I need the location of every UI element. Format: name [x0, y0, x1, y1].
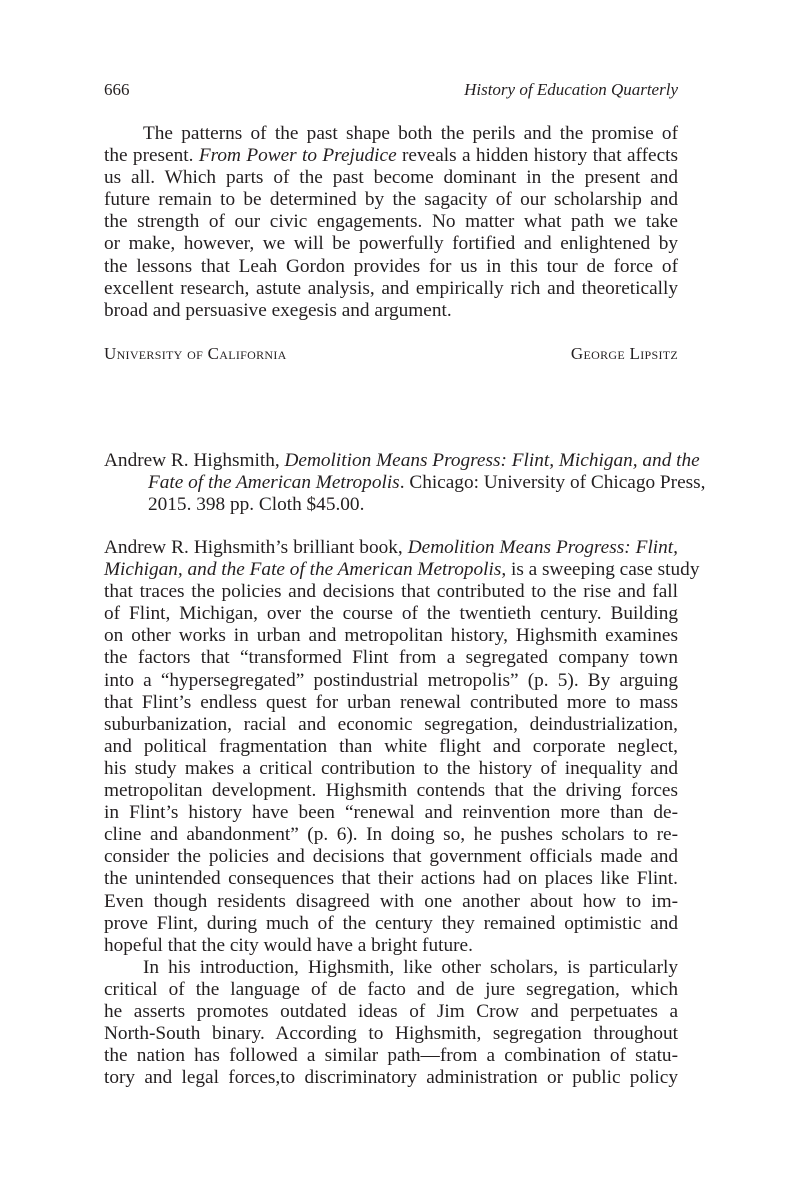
text-line: [104, 846, 678, 868]
text-line: [104, 581, 678, 603]
italic-title-text: From Power to Prejudice: [198, 145, 397, 167]
text-run: . Chicago: University of Chicago Press,: [399, 472, 706, 494]
text-run: Andrew R. Highsmith,: [104, 450, 285, 471]
text-line: [104, 1023, 678, 1045]
text-run: In his introduction, Highsmith, like other scholars, is particularly: [143, 957, 678, 978]
text-line: [104, 603, 678, 625]
text-line: [104, 233, 678, 255]
text-line: [104, 670, 678, 692]
text-run: the factors that “transformed Flint from a segregated company town: [104, 647, 678, 669]
text-line: [104, 802, 678, 824]
text-line: [104, 1001, 678, 1023]
text-run: in Flint’s history have been “renewal and reinvention more than de-: [104, 802, 678, 824]
text-run: metropolitan development. Highsmith contends that the driving forces: [104, 780, 678, 802]
review-paragraph-1: [104, 537, 700, 957]
text-run: 2015. 398 pp. Cloth $45.00.: [148, 494, 365, 516]
text-line: [104, 957, 678, 979]
text-line: [104, 625, 678, 647]
text-run: tory and legal forces,to discriminatory administration or public policy: [104, 1067, 678, 1089]
text-run: , is a sweeping case study: [501, 559, 700, 581]
text-run: suburbanization, racial and economic segregation, deindustrialization,: [104, 713, 678, 735]
review-paragraph-2: [104, 957, 678, 1090]
previous-review-closing-paragraph: [104, 123, 678, 322]
text-line: [104, 868, 678, 890]
italic-title-text: Michigan, and the Fate of the American Metropolis: [104, 559, 502, 581]
text-run: prove Flint, during much of the century they remained optimistic and: [104, 912, 678, 934]
journal-title: History of Education Quarterly: [464, 80, 678, 99]
italic-title-text: Demolition Means Progress: Flint,: [407, 537, 678, 558]
reviewer-name: George Lipsitz: [570, 344, 678, 363]
text-line: [104, 692, 678, 714]
text-run: that Flint’s endless quest for urban renewal contributed more to mass: [104, 691, 678, 713]
text-line: [104, 1067, 678, 1089]
text-run: consider the policies and decisions that government officials made and: [104, 846, 678, 868]
text-run: his study makes a critical contribution to the history of inequality and: [104, 757, 678, 779]
text-line: [104, 145, 678, 167]
text-run: The patterns of the past shape both the perils and the promise of: [143, 123, 678, 144]
italic-title-text: Demolition Means Progress: Flint, Michigan, and the: [284, 450, 700, 471]
text-line: [104, 913, 678, 935]
text-run: critical of the language of de facto and de jure segregation, which: [104, 979, 678, 1001]
reviewer-affiliation: University of California: [104, 344, 287, 363]
text-run: and political fragmentation than white flight and corporate neglect,: [104, 735, 678, 757]
text-line: [104, 758, 678, 780]
text-line: [104, 979, 678, 1001]
book-citation: [104, 450, 706, 516]
text-line: [104, 450, 700, 472]
text-run: reveals a hidden history that affects: [396, 145, 679, 167]
text-line: [104, 559, 700, 581]
text-line: [104, 714, 678, 736]
text-run: the nation has followed a similar path—from a combination of statu-: [104, 1045, 678, 1067]
text-line: [104, 537, 678, 559]
italic-title-text: Fate of the American Metropolis: [148, 472, 400, 494]
text-run: that traces the policies and decisions that contributed to the rise and fall: [104, 581, 678, 603]
text-run: North-South binary. According to Highsmith, segregation throughout: [104, 1023, 678, 1045]
text-line: [104, 167, 678, 189]
text-line: [104, 278, 678, 300]
text-line: [104, 300, 678, 322]
text-line: [104, 935, 678, 957]
text-run: broad and persuasive exegesis and argument.: [104, 299, 452, 321]
text-line: [104, 736, 678, 758]
text-line: [104, 891, 678, 913]
running-head: [104, 80, 678, 102]
text-run: the strength of our civic engagements. No matter what path we take: [104, 211, 678, 233]
text-line: [104, 780, 678, 802]
text-line: [104, 211, 678, 233]
text-run: cline and abandonment” (p. 6). In doing so, he pushes scholars to re-: [104, 824, 678, 846]
text-run: on other works in urban and metropolitan history, Highsmith examines: [104, 625, 678, 647]
text-run: excellent research, astute analysis, and empirically rich and theoretically: [104, 277, 678, 299]
text-run: the present.: [104, 145, 199, 167]
text-run: he asserts promotes outdated ideas of Jim Crow and perpetuates a: [104, 1001, 678, 1023]
text-run: Even though residents disagreed with one another about how to im-: [104, 890, 678, 912]
text-line: [104, 824, 678, 846]
text-run: of Flint, Michigan, over the course of the twentieth century. Building: [104, 603, 678, 625]
page-number: 666: [104, 80, 130, 99]
text-run: into a “hypersegregated” postindustrial metropolis” (p. 5). By arguing: [104, 669, 678, 691]
text-line: [104, 123, 678, 145]
text-run: future remain to be determined by the sagacity of our scholarship and: [104, 189, 678, 211]
text-run: us all. Which parts of the past become dominant in the present and: [104, 167, 678, 189]
text-run: Andrew R. Highsmith’s brilliant book,: [104, 537, 408, 558]
review-signature: [104, 344, 678, 366]
text-run: or make, however, we will be powerfully fortified and enlightened by: [104, 233, 678, 255]
text-line: [104, 647, 678, 669]
text-line: [104, 472, 706, 494]
text-run: the unintended consequences that their actions had on places like Flint.: [104, 868, 678, 890]
text-line: [104, 256, 678, 278]
text-run: the lessons that Leah Gordon provides for us in this tour de force of: [104, 255, 678, 277]
text-line: [104, 189, 678, 211]
text-line: [104, 1045, 678, 1067]
text-run: hopeful that the city would have a bright future.: [104, 934, 473, 956]
text-line: [104, 494, 678, 516]
